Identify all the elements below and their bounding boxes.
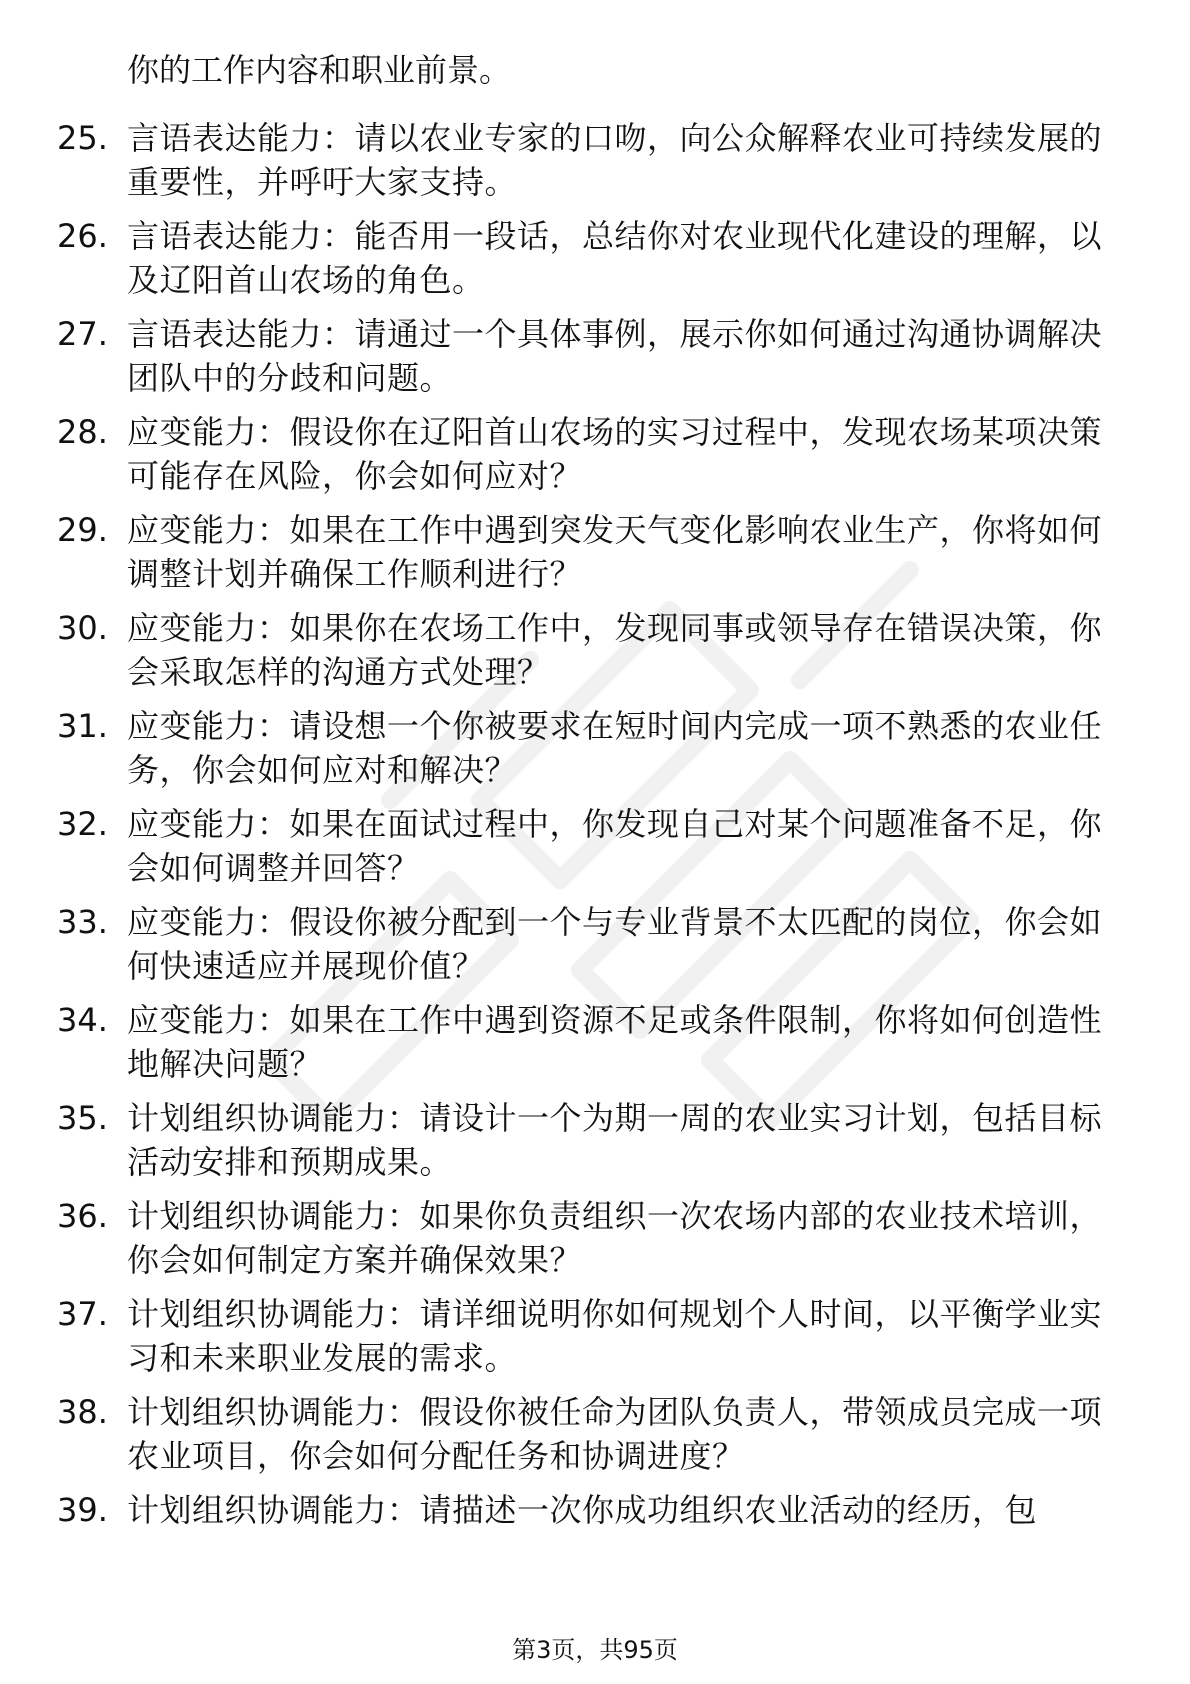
item-text: 应变能力：假设你在辽阳首山农场的实习过程中，发现农场某项决策可能存在风险，你会如何应对？ bbox=[127, 413, 1103, 495]
page-footer: 第3页，共95页 bbox=[512, 1636, 678, 1664]
list-item bbox=[0, 1194, 1190, 1292]
item-number: 30. bbox=[57, 609, 108, 647]
item-text: 计划组织协调能力：请描述一次你成功组织农业活动的经历，包 bbox=[127, 1491, 1038, 1529]
list-item bbox=[0, 1292, 1190, 1390]
list-item bbox=[0, 802, 1190, 900]
item-text: 应变能力：如果在面试过程中，你发现自己对某个问题准备不足，你会如何调整并回答？ bbox=[127, 805, 1103, 887]
item-text: 言语表达能力：能否用一段话，总结你对农业现代化建设的理解，以及辽阳首山农场的角色。 bbox=[127, 217, 1103, 299]
item-number: 27. bbox=[57, 315, 108, 353]
item-text: 言语表达能力：请以农业专家的口吻，向公众解释农业可持续发展的重要性，并呼吁大家支持。 bbox=[127, 119, 1103, 201]
list-item bbox=[0, 900, 1190, 998]
list-item bbox=[0, 998, 1190, 1096]
list-item bbox=[0, 1096, 1190, 1194]
item-number: 37. bbox=[57, 1295, 108, 1333]
item-number: 35. bbox=[57, 1099, 108, 1137]
item-number: 28. bbox=[57, 413, 108, 451]
item-number: 34. bbox=[57, 1001, 108, 1039]
list-item bbox=[0, 410, 1190, 508]
item-number: 33. bbox=[57, 903, 108, 941]
item-text: 应变能力：如果在工作中遇到突发天气变化影响农业生产，你将如何调整计划并确保工作顺利进行？ bbox=[127, 511, 1103, 593]
item-number: 32. bbox=[57, 805, 108, 843]
item-text: 应变能力：请设想一个你被要求在短时间内完成一项不熟悉的农业任务，你会如何应对和解决？ bbox=[127, 707, 1103, 789]
item-number: 31. bbox=[57, 707, 108, 745]
list-item bbox=[0, 214, 1190, 312]
list-item bbox=[0, 116, 1190, 214]
item-number: 38. bbox=[57, 1393, 108, 1431]
item-text: 计划组织协调能力：请详细说明你如何规划个人时间，以平衡学业实习和未来职业发展的需求。 bbox=[127, 1295, 1103, 1377]
item-number: 25. bbox=[57, 119, 108, 157]
item-text: 计划组织协调能力：假设你被任命为团队负责人，带领成员完成一项农业项目，你会如何分配任务和协调进度？ bbox=[127, 1393, 1103, 1475]
item-number: 36. bbox=[57, 1197, 108, 1235]
list-item bbox=[0, 1390, 1190, 1488]
list-item bbox=[0, 312, 1190, 410]
item-text: 应变能力：如果你在农场工作中，发现同事或领导存在错误决策，你会采取怎样的沟通方式处理？ bbox=[127, 609, 1103, 691]
item-text: 应变能力：假设你被分配到一个与专业背景不太匹配的岗位，你会如何快速适应并展现价值？ bbox=[127, 903, 1103, 985]
question-list bbox=[0, 116, 1190, 1586]
item-number: 26. bbox=[57, 217, 108, 255]
list-item bbox=[0, 704, 1190, 802]
item-text: 计划组织协调能力：如果你负责组织一次农场内部的农业技术培训，你会如何制定方案并确保效果？ bbox=[127, 1197, 1103, 1279]
list-item bbox=[0, 508, 1190, 606]
list-item bbox=[0, 606, 1190, 704]
item-text: 言语表达能力：请通过一个具体事例，展示你如何通过沟通协调解决团队中的分歧和问题。 bbox=[127, 315, 1103, 397]
item-text: 应变能力：如果在工作中遇到资源不足或条件限制，你将如何创造性地解决问题？ bbox=[127, 1001, 1103, 1083]
item-number: 29. bbox=[57, 511, 108, 549]
list-item bbox=[0, 1488, 1190, 1586]
continuation-text: 你的工作内容和职业前景。 bbox=[127, 51, 512, 89]
item-text: 计划组织协调能力：请设计一个为期一周的农业实习计划，包括目标活动安排和预期成果。 bbox=[127, 1099, 1103, 1181]
item-number: 39. bbox=[57, 1491, 108, 1529]
